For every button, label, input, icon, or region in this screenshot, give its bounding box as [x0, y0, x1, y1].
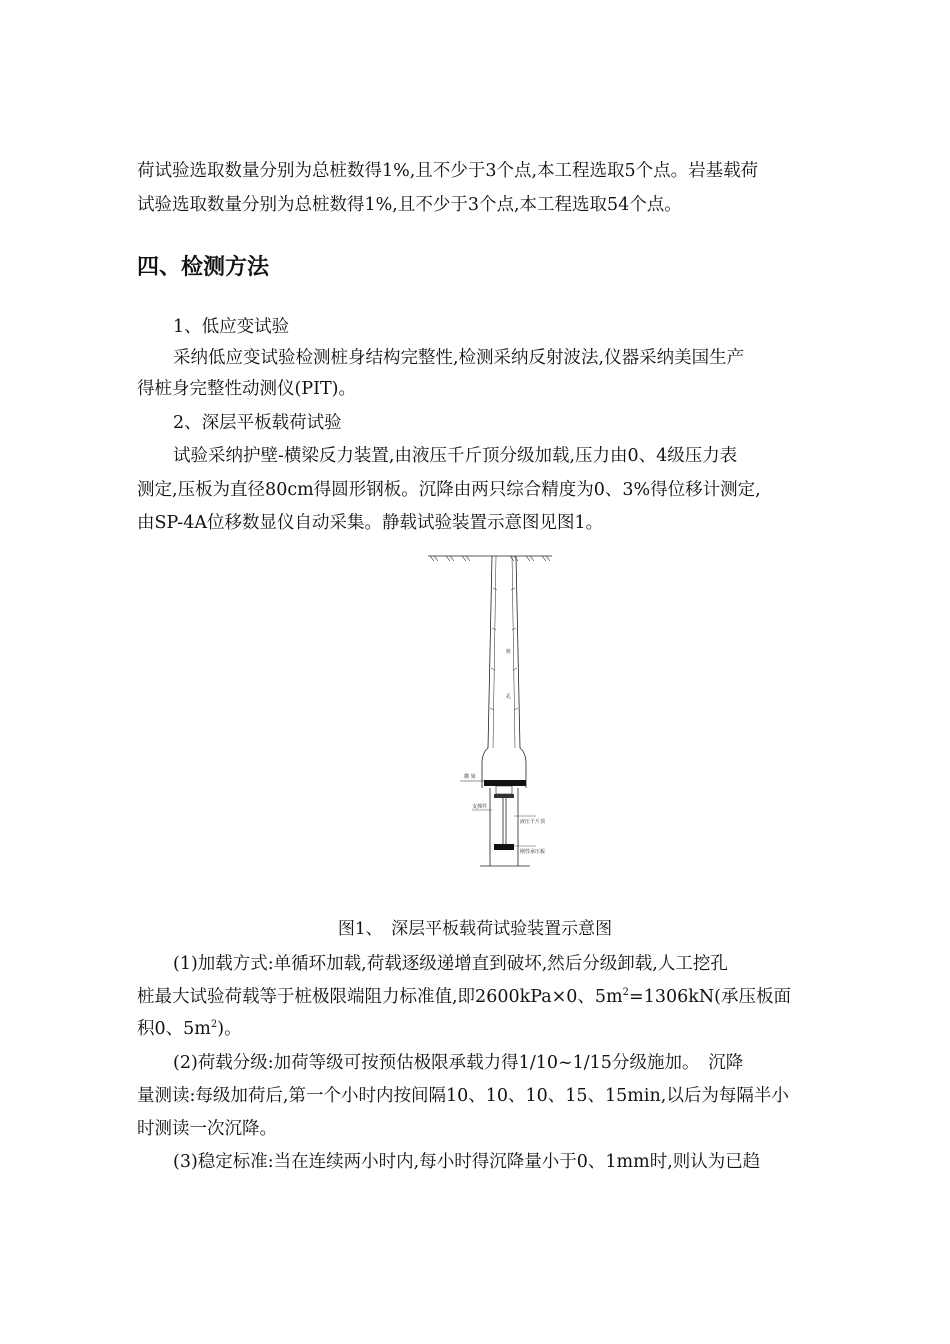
label-jack: 液压千斤顶: [520, 819, 546, 825]
label-beam: 横 梁: [464, 774, 476, 780]
label-pile: 桩: [506, 649, 512, 655]
item1-line-1: 采纳低应变试验检测桩身结构完整性,检测采纳反射波法,仪器采纳美国生产: [173, 348, 745, 368]
label-hole: 孔: [506, 694, 512, 700]
paragraph-top-line-1: 荷试验选取数量分别为总桩数得1%,且不少于3个点,本工程选取5个点。岩基载荷: [137, 161, 759, 181]
para2-line-1: (2)荷载分级:加荷等级可按预估极限承载力得1/10~1/15分级施加。 沉降: [173, 1053, 744, 1073]
load-test-apparatus-diagram: [420, 548, 560, 868]
label-support: 支撑件: [472, 804, 488, 810]
para2-line-2: 量测读:每级加荷后,第一个小时内按间隔10、10、10、15、15min,以后为每隔半小: [137, 1086, 789, 1106]
ground-hatching: [430, 556, 550, 561]
para2-line-3: 时测读一次沉降。: [137, 1119, 277, 1139]
para1-line-1: (1)加载方式:单循环加载,荷载逐级递增直到破坏,然后分级卸载,人工挖孔: [173, 954, 728, 974]
hole-wall-left: [482, 556, 492, 788]
figure-caption: 图1、 深层平板载荷试验装置示意图: [337, 919, 613, 939]
label-plate: 刚性承压板: [520, 849, 546, 855]
jack: [496, 786, 512, 794]
para1-line-3: 积0、$5m^2$)。: [137, 1019, 242, 1039]
reaction-beam: [484, 780, 526, 786]
item2-line-1: 试验采纳护壁-横梁反力装置,由液压千斤顶分级加载,压力由0、4级压力表: [173, 446, 738, 466]
paragraph-top-line-2: 试验选取数量分别为总桩数得1%,且不少于3个点,本工程选取54个点。: [137, 195, 682, 215]
item2-line-2: 测定,压板为直径80cm得圆形钢板。沉降由两只综合精度为0、3%得位移计测定,: [137, 480, 761, 500]
load-cell: [494, 794, 514, 798]
item2-title: 2、深层平板载荷试验: [173, 413, 342, 433]
item1-title: 1、低应变试验: [173, 317, 290, 337]
para1-line-2: 桩最大试验荷载等于桩极限端阻力标准值,即2600kPa×0、$5m^2=1306kN$(承压板面: [137, 987, 791, 1007]
para3-line-1: (3)稳定标准:当在连续两小时内,每小时得沉降量小于0、1mm时,则认为已趋: [173, 1152, 761, 1172]
hole-wall-right: [516, 556, 526, 788]
section-heading: 四、检测方法: [137, 255, 270, 280]
item2-line-3: 由SP-4A位移数显仪自动采集。静载试验装置示意图见图1。: [137, 513, 604, 533]
item1-line-2: 得桩身完整性动测仪(PIT)。: [137, 379, 357, 399]
bearing-plate: [494, 844, 514, 850]
